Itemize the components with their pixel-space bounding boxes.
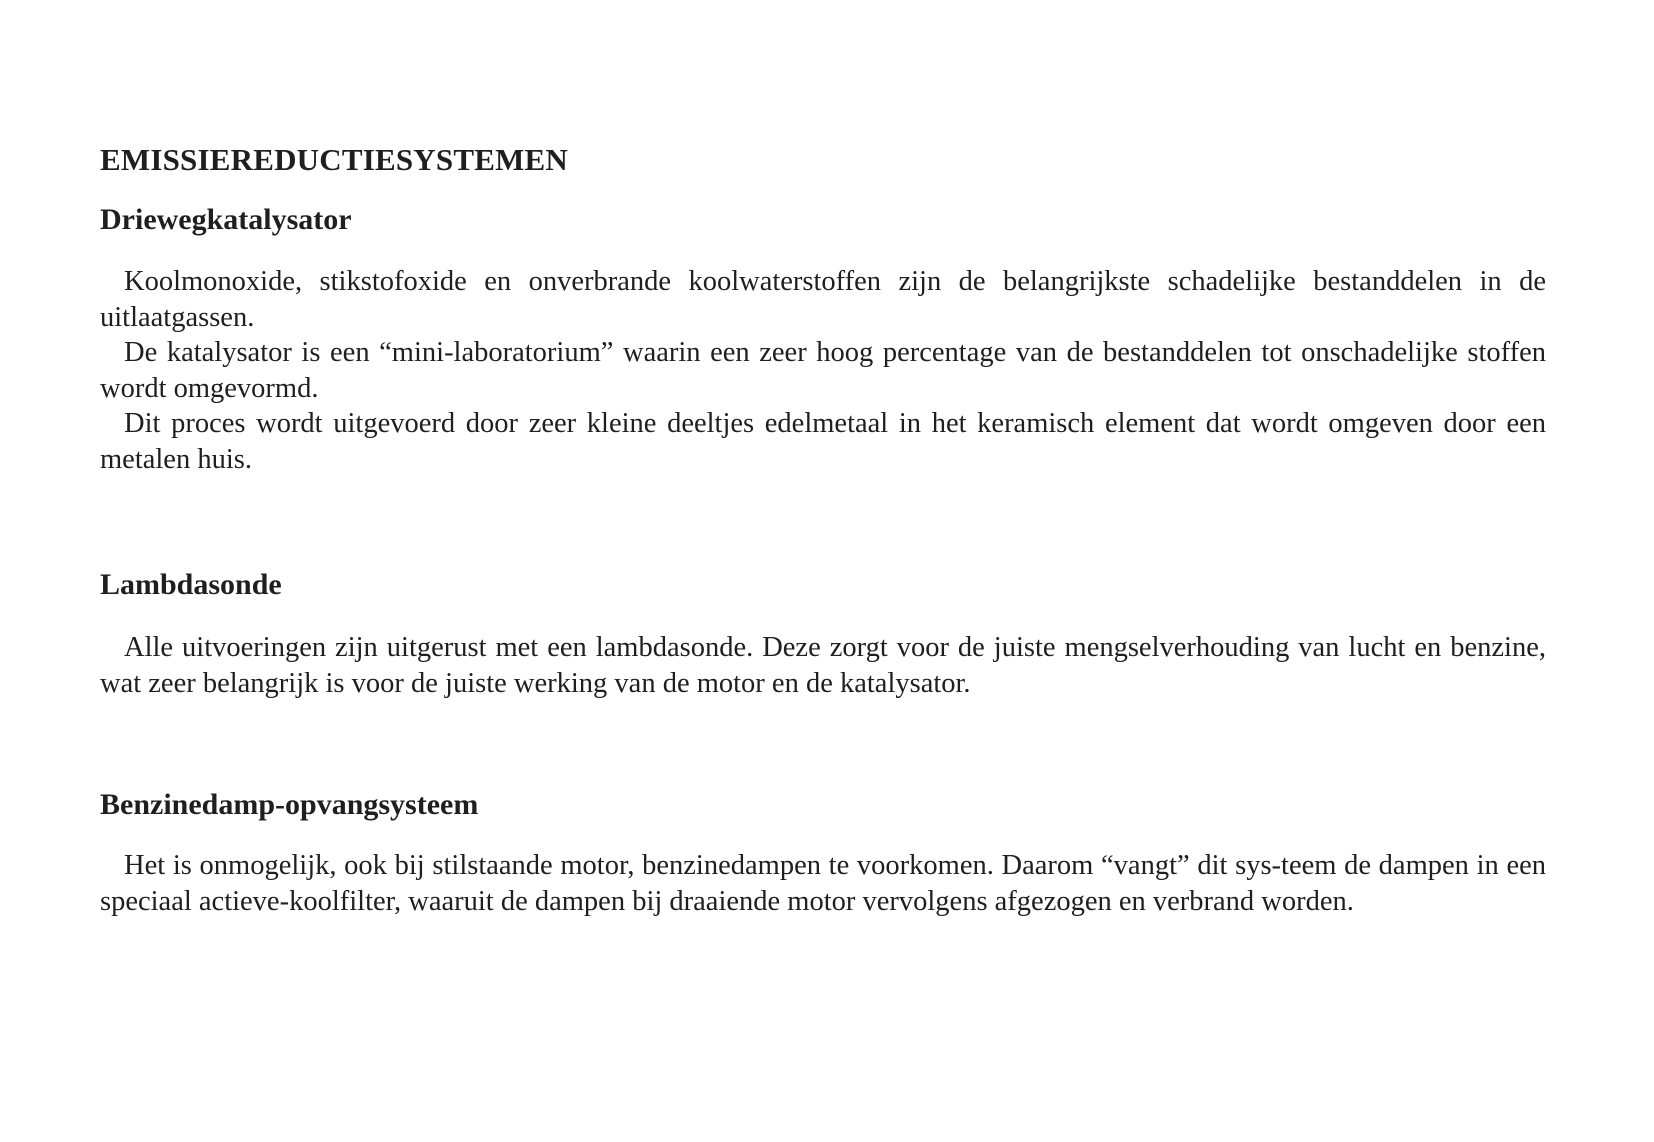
section-heading-lambdasonde: Lambdasonde xyxy=(100,568,282,601)
section-body-lambdasonde xyxy=(100,630,1546,701)
manual-page xyxy=(100,0,1546,1142)
paragraph: Het is onmogelijk, ook bij stilstaande motor, benzinedampen te voorkomen. Daarom “vangt” dit sys-teem de dampen in een speciaal actieve-koolfilter, waaruit de dampen bij draaiende motor vervolgens afgezogen en verbrand worden. xyxy=(100,850,1546,917)
paragraph: Alle uitvoeringen zijn uitgerust met een lambdasonde. Deze zorgt voor de juiste mengselverhouding van lucht en benzine, wat zeer belangrijk is voor de juiste werking van de motor en de katalysator. xyxy=(100,632,1546,699)
paragraph: De katalysator is een “mini-laboratorium” waarin een zeer hoog percentage van de bestanddelen tot onschadelijke stoffen wordt omgevormd. xyxy=(100,337,1546,404)
section-body-benzinedamp-opvangsysteem xyxy=(100,848,1546,919)
section-heading-driewegkatalysator: Driewegkatalysator xyxy=(100,203,352,236)
page-title: EMISSIEREDUCTIESYSTEMEN xyxy=(100,142,569,177)
paragraph: Dit proces wordt uitgevoerd door zeer kleine deeltjes edelmetaal in het keramisch element dat wordt omgeven door een metalen huis. xyxy=(100,408,1546,475)
paragraph: Koolmonoxide, stikstofoxide en onverbrande koolwaterstoffen zijn de belangrijkste schadelijke bestanddelen in de uitlaatgassen. xyxy=(100,266,1546,333)
section-heading-benzinedamp-opvangsysteem: Benzinedamp-opvangsysteem xyxy=(100,788,479,821)
section-body-driewegkatalysator xyxy=(100,264,1546,477)
